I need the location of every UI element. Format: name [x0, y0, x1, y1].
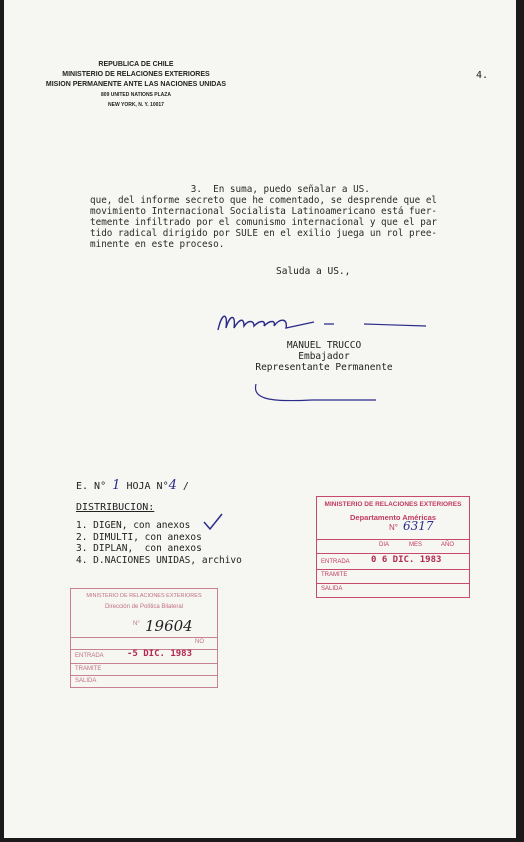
reference-suffix: / [182, 481, 189, 492]
received-stamp [316, 496, 470, 598]
stamp-rule [71, 663, 217, 664]
signer-title: Embajador [298, 351, 350, 362]
reference-line [76, 478, 189, 493]
checkmark-icon [202, 512, 224, 532]
handwritten-flourish [252, 380, 382, 408]
signature-block [244, 340, 404, 373]
politica-stamp [70, 588, 218, 688]
letterhead-address: 809 UNITED NATIONS PLAZA [101, 92, 171, 98]
row-tramite: TRAMITE [321, 572, 348, 578]
row-salida: SALIDA [75, 678, 97, 684]
salutation: Saluda a US., [276, 266, 351, 277]
politica-date: -5 DIC. 1983 [127, 649, 193, 659]
stamp-rule [317, 553, 469, 554]
row-entrada: ENTRADA [321, 559, 350, 565]
reference-number: 1 [112, 478, 121, 493]
hoja-label: HOJA N° [126, 481, 169, 492]
col-dia: DIA [379, 542, 390, 548]
distribution-item: 4. D.NACIONES UNIDAS, archivo [76, 554, 242, 566]
stamp-number: 19604 [145, 617, 193, 635]
hoja-number: 4 [168, 478, 177, 493]
handwritten-signature [214, 304, 434, 340]
body-line: minente en este proceso. [90, 239, 225, 250]
document-page [4, 0, 516, 838]
row-entrada: ENTRADA [75, 653, 104, 659]
signer-role: Representante Permanente [255, 362, 393, 373]
stamp-rule [317, 583, 469, 584]
body-line: temente infiltrado por el comunismo internacional y que el par [90, 217, 438, 228]
stamp-rule [317, 539, 469, 540]
row-tramite: TRAMITE [75, 666, 102, 672]
stamp-department: Dirección de Política Bilateral [104, 604, 184, 610]
body-line: que, del informe secreto que he comentado, se desprende que el [90, 195, 438, 206]
page-number: 4. [476, 70, 489, 81]
col-ano: AÑO [441, 542, 455, 548]
distribution-item: 2. DIMULTI, con anexos [76, 531, 202, 543]
received-date: 0 6 DIC. 1983 [371, 555, 442, 565]
signer-name: MANUEL TRUCCO [286, 340, 362, 351]
body-line: tido radical dirigido por SULE en el exilio juega un rol pree- [90, 228, 438, 239]
letterhead [26, 60, 246, 110]
col-mes: MES [409, 542, 423, 548]
letterhead-country: REPUBLICA DE CHILE [98, 61, 174, 68]
stamp-ministry: MINISTERIO DE RELACIONES EXTERIORES [324, 501, 462, 508]
letterhead-mission: MISION PERMANENTE ANTE LAS NACIONES UNIDAS [45, 81, 227, 88]
stamp-rule [71, 637, 217, 638]
distribution-item: 3. DIPLAN, con anexos [76, 543, 202, 554]
stamp-ministry: MINISTERIO DE RELACIONES EXTERIORES [86, 593, 202, 599]
stamp-rule [71, 675, 217, 676]
stamp-department: Departamento Américas [349, 513, 436, 522]
letterhead-ministry: MINISTERIO DE RELACIONES EXTERIORES [62, 71, 210, 78]
row-salida: SALIDA [321, 586, 343, 592]
reference-prefix: E. N° [76, 481, 107, 492]
distribution-item: 1. DIGEN, con anexos [76, 520, 191, 531]
stamp-number: 6317 [403, 519, 434, 533]
distribution-title: DISTRIBUCION: [76, 502, 155, 513]
stamp-no-label: N° [133, 621, 140, 627]
stamp-rule [317, 569, 469, 570]
body-line: 3. En suma, puedo señalar a US. [90, 184, 370, 195]
letter-body [90, 184, 480, 250]
letterhead-city: NEW YORK, N. Y. 10017 [108, 102, 164, 108]
body-line: movimiento Internacional Socialista Latinoamericano está fuer- [90, 206, 438, 217]
col-ano: ÑO [195, 639, 204, 645]
stamp-no-label: N° [389, 523, 398, 532]
